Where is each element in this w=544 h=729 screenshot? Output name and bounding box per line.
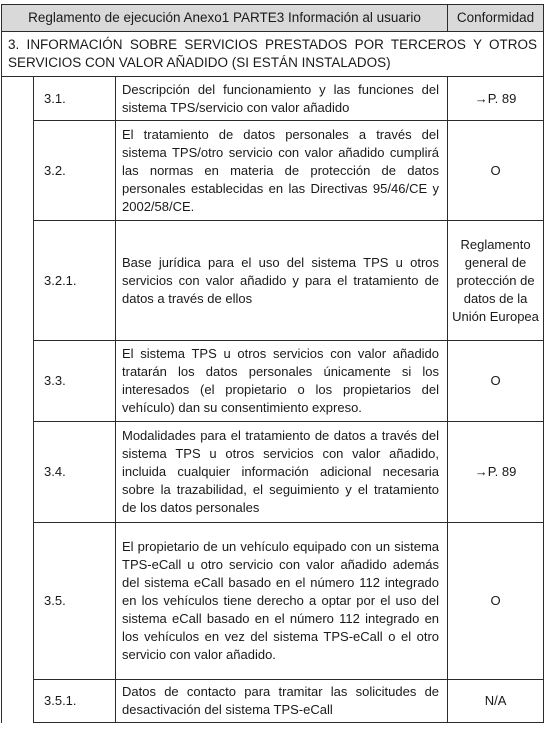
table-row [2, 341, 544, 422]
row-number: 3.3. [34, 341, 116, 422]
table-row [2, 422, 544, 523]
table-row [2, 523, 544, 680]
row-description: El sistema TPS u otros servicios con valor añadido tratarán los datos personales únicamente si los interesados (el propietario o los propietarios del vehículo) dan su consentimiento expreso. [116, 341, 448, 422]
indent-cell [2, 77, 34, 723]
row-conformity: →P. 89 [448, 422, 544, 523]
row-number: 3.2. [34, 121, 116, 221]
header-conformity: Conformidad [448, 5, 544, 32]
table-row [2, 77, 544, 121]
row-number: 3.2.1. [34, 221, 116, 341]
row-conformity: →P. 89 [448, 77, 544, 121]
row-description: Base jurídica para el uso del sistema TPS u otros servicios con valor añadido y para el tratamiento de datos a través de ellos [116, 221, 448, 341]
header-requirement: Reglamento de ejecución Anexo1 PARTE3 Información al usuario [2, 5, 448, 32]
row-number: 3.4. [34, 422, 116, 523]
row-description: El tratamiento de datos personales a través del sistema TPS/otro servicio con valor añadido cumplirá las normas en materia de protección de datos personales establecidas en las Directivas 95/46/CE y 2002/58/CE. [116, 121, 448, 221]
row-description: Descripción del funcionamiento y las funciones del sistema TPS/servicio con valor añadido [116, 77, 448, 121]
row-conformity: O [448, 341, 544, 422]
row-conformity: O [448, 523, 544, 680]
row-conformity: O [448, 121, 544, 221]
row-number: 3.5.1. [34, 680, 116, 723]
row-conformity: N/A [448, 680, 544, 723]
row-description: Modalidades para el tratamiento de datos a través del sistema TPS u otros servicios con valor añadido, incluida cualquier información adicional necesaria sobre la trazabilidad, el seguimiento y el tratamiento de los datos personales [116, 422, 448, 523]
row-conformity: Reglamento general de protección de datos de la Unión Europea [448, 221, 544, 341]
row-number: 3.5. [34, 523, 116, 680]
row-number: 3.1. [34, 77, 116, 121]
row-description: Datos de contacto para tramitar las solicitudes de desactivación del sistema TPS-eCall [116, 680, 448, 723]
table-header-row [2, 5, 544, 32]
table-row [2, 680, 544, 723]
table-row [2, 121, 544, 221]
table-row [2, 221, 544, 341]
section-title: 3. INFORMACIÓN SOBRE SERVICIOS PRESTADOS POR TERCEROS Y OTROS SERVICIOS CON VALOR AÑADIDO (SI ESTÁN INSTALADOS) [2, 32, 544, 77]
section-row [2, 32, 544, 77]
row-description: El propietario de un vehículo equipado con un sistema TPS-eCall u otro servicio con valor añadido además del sistema eCall basado en el número 112 integrado en los vehículos tiene derecho a optar por el uso del sistema eCall basado en el número 112 integrado en los vehículos en vez del sistema TPS-eCall o el otro servicio con valor añadido. [116, 523, 448, 680]
conformity-table [1, 4, 544, 723]
